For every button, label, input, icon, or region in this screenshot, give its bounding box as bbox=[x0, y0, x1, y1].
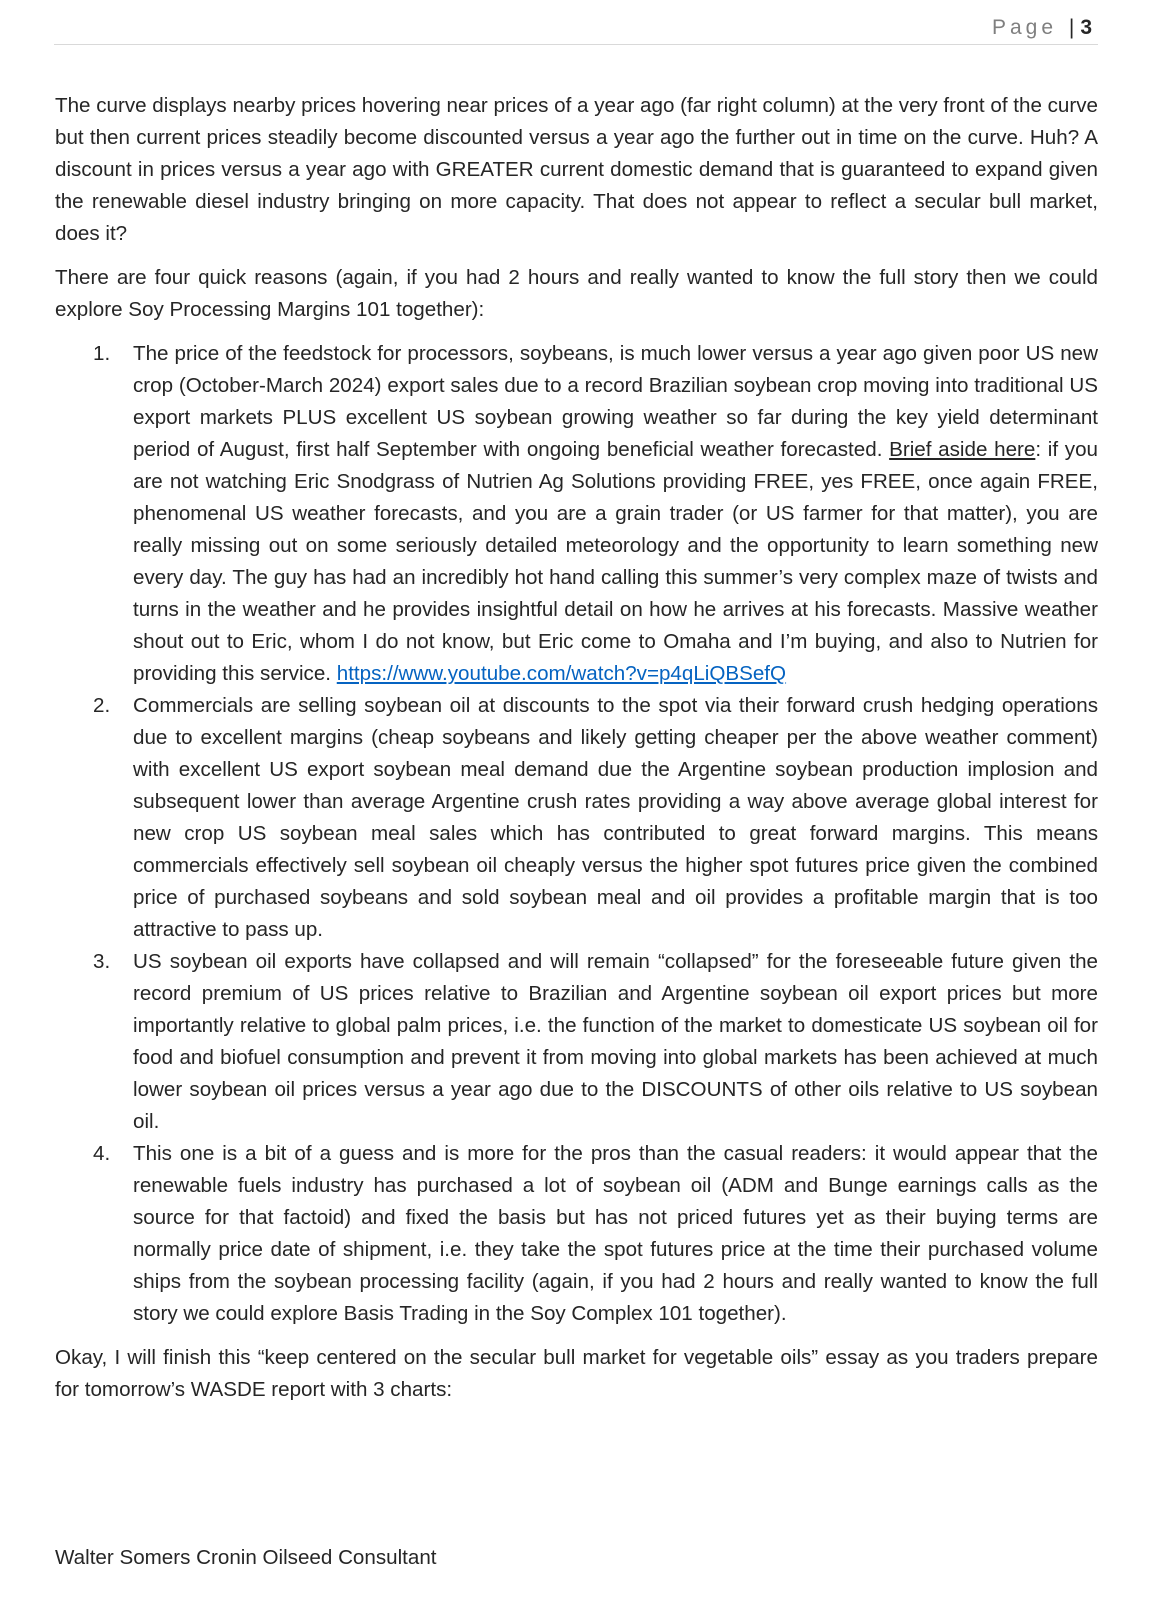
page-word: Page bbox=[991, 16, 1057, 39]
list-item bbox=[55, 690, 1098, 946]
list-item-text-continued: : if you are not watching Eric Snodgrass of Nutrien Ag Solutions providing FREE, yes FREE, once again FREE, phenomenal US weather forecasts, and you are a grain trader (or US farmer for that matter), you are really missing out on some seriously detailed meteorology and the opportunity to learn something new every day. The guy has had an incredibly hot hand calling this summer’s very complex maze of twists and turns in the weather and he provides insightful detail on how he arrives at his forecasts. Massive weather shout out to Eric, whom I do not know, but Eric come to Omaha and I’m buying, and also to Nutrien for providing this service. bbox=[133, 438, 1098, 685]
page-number: 3 bbox=[1080, 16, 1092, 39]
aside-label: Brief aside here bbox=[889, 438, 1036, 461]
list-item-number: 1. bbox=[93, 342, 111, 365]
list-item-number: 2. bbox=[93, 694, 111, 717]
list-item bbox=[55, 338, 1098, 690]
paragraph-curve: The curve displays nearby prices hovering near prices of a year ago (far right column) at the very front of the curve but then current prices steadily become discounted versus a year ago the further out in time on the curve. Huh? A discount in prices versus a year ago with GREATER current domestic demand that is guaranteed to expand given the renewable diesel industry bringing on more capacity. That does not appear to reflect a secular bull market, does it? bbox=[55, 94, 1098, 245]
page-number-label bbox=[992, 16, 1092, 40]
list-item-text: US soybean oil exports have collapsed and will remain “collapsed” for the foreseeable future given the record premium of US prices relative to Brazilian and Argentine soybean oil export prices but more importantly relative to global palm prices, i.e. the function of the market to domesticate US soybean oil for food and biofuel consumption and prevent it from moving into global markets has been achieved at much lower soybean oil prices versus a year ago due to the DISCOUNTS of other oils relative to US soybean oil. bbox=[133, 950, 1098, 1133]
list-item-number: 3. bbox=[93, 950, 111, 973]
youtube-link[interactable]: https://www.youtube.com/watch?v=p4qLiQBSefQ bbox=[336, 662, 787, 685]
footer-author: Walter Somers Cronin Oilseed Consultant bbox=[55, 1546, 437, 1569]
list-item-text: This one is a bit of a guess and is more for the pros than the casual readers: it would appear that the renewable fuels industry has purchased a lot of soybean oil (ADM and Bunge earnings calls as the source for that factoid) and fixed the basis but has not priced futures yet as their buying terms are normally price date of shipment, i.e. they take the spot futures price at the time their purchased volume ships from the soybean processing facility (again, if you had 2 hours and really wanted to know the full story we could explore Basis Trading in the Soy Complex 101 together). bbox=[133, 1142, 1098, 1325]
list-item-text: The price of the feedstock for processors, soybeans, is much lower versus a year ago given poor US new crop (October-March 2024) export sales due to a record Brazilian soybean crop moving into traditional US export markets PLUS excellent US soybean growing weather so far during the key yield determinant period of August, first half September with ongoing beneficial weather forecasted. bbox=[133, 342, 1098, 461]
reasons-list bbox=[55, 338, 1098, 1330]
list-item-text: Commercials are selling soybean oil at discounts to the spot via their forward crush hedging operations due to excellent margins (cheap soybeans and likely getting cheaper per the above weather comment) with excellent US export soybean meal demand due the Argentine soybean production implosion and subsequent lower than average Argentine crush rates providing a way above average global interest for new crop US soybean meal sales which has contributed to great forward margins. This means commercials effectively sell soybean oil cheaply versus the higher spot futures price given the combined price of purchased soybeans and sold soybean meal and oil provides a profitable margin that is too attractive to pass up. bbox=[133, 694, 1098, 941]
list-item bbox=[55, 946, 1098, 1138]
list-item-number: 4. bbox=[93, 1142, 111, 1165]
page-separator: | bbox=[1068, 16, 1075, 39]
document-body bbox=[55, 90, 1098, 1418]
paragraph-closing: Okay, I will finish this “keep centered on the secular bull market for vegetable oils” essay as you traders prepare for tomorrow’s WASDE report with 3 charts: bbox=[55, 1346, 1098, 1401]
page-header bbox=[54, 14, 1098, 45]
list-item bbox=[55, 1138, 1098, 1330]
paragraph-reasons-intro: There are four quick reasons (again, if you had 2 hours and really wanted to know the full story then we could explore Soy Processing Margins 101 together): bbox=[55, 266, 1098, 321]
